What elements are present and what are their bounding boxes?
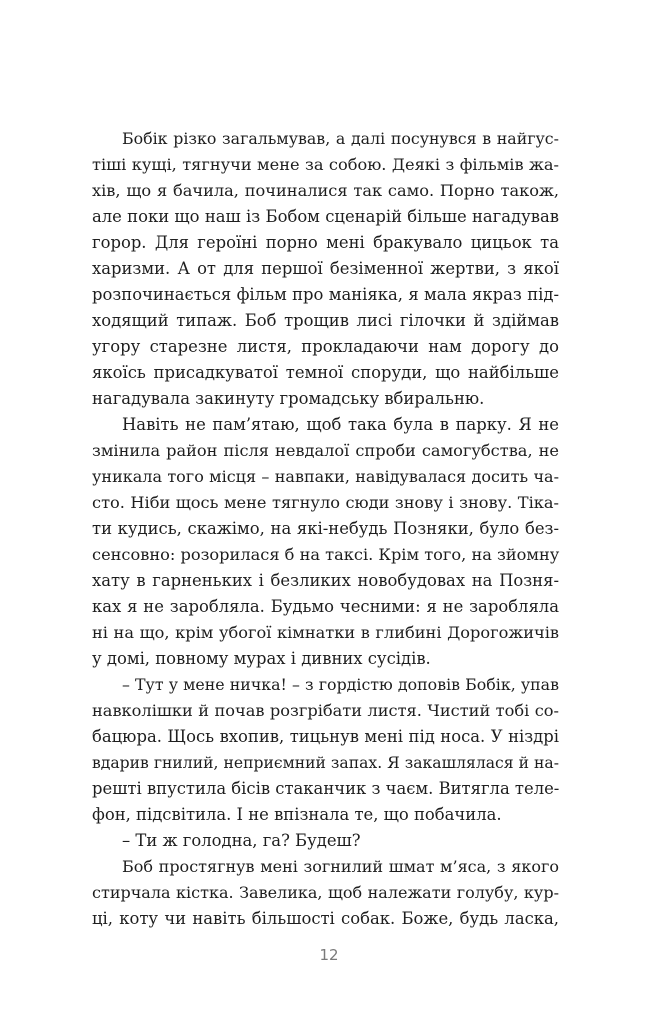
text-line: хату в гарненьких і безликих новобудовах на Позня- bbox=[92, 571, 559, 590]
text-line: хів, що я бачила, починалися так само. Порно також, bbox=[92, 181, 559, 200]
body-text bbox=[92, 126, 559, 932]
text-line: угору старезне листя, прокладаючи нам дорогу до bbox=[92, 337, 559, 356]
text-line: ходящий типаж. Боб трощив лисі гілочки й здіймав bbox=[92, 311, 559, 330]
text-line: ках я не заробляла. Будьмо чесними: я не заробляла bbox=[92, 597, 559, 616]
text-line: горор. Для героїні порно мені бракувало цицьок та bbox=[92, 233, 559, 252]
text-line: але поки що наш із Бобом сценарій більше нагадував bbox=[92, 207, 559, 226]
text-line: нагадувала закинуту громадську вбиральню. bbox=[92, 389, 485, 408]
text-line: розпочинається фільм про маніяка, я мала якраз під- bbox=[92, 285, 559, 304]
text-line: вдарив гнилий, неприємний запах. Я закашлялася й на- bbox=[92, 754, 559, 772]
text-line: ці, коту чи навіть більшості собак. Боже, будь ласка, bbox=[92, 909, 559, 928]
text-line: ні на що, крім убогої кімнатки в глибині Дорогожичів bbox=[92, 623, 559, 642]
text-line: навколішки й почав розгрібати листя. Чистий тобі со- bbox=[92, 701, 559, 720]
text-line: тіші кущі, тягнучи мене за собою. Деякі з фільмів жа- bbox=[92, 155, 559, 174]
text-line: якоїсь присадкуватої темної споруди, що найбільше bbox=[92, 363, 559, 382]
text-line: Навіть не пам’ятаю, щоб така була в парку. Я не bbox=[122, 415, 559, 434]
text-line: решті впустила бісів стаканчик з чаєм. Витягла теле- bbox=[92, 779, 560, 798]
text-line: – Тут у мене ничка! – з гордістю доповів Бобік, упав bbox=[122, 675, 559, 694]
text-line: у домі, повному мурах і дивних сусідів. bbox=[92, 649, 431, 668]
page-number: 12 bbox=[319, 946, 339, 964]
text-line: Боб простягнув мені зогнилий шмат м’яса, з якого bbox=[122, 857, 559, 876]
text-line: Бобік різко загальмував, а далі посунувся в найгус- bbox=[122, 129, 559, 148]
text-line: харизми. А от для першої безіменної жертви, з якої bbox=[92, 259, 559, 278]
text-line: сто. Ніби щось мене тягнуло сюди знову і знову. Тіка- bbox=[92, 493, 559, 512]
text-line: сенсовно: розорилася б на таксі. Крім того, на зйомну bbox=[92, 545, 560, 564]
text-line: змінила район після невдалої спроби самогубства, не bbox=[92, 441, 559, 460]
text-line: бацюра. Щось вхопив, тицьнув мені під носа. У ніздрі bbox=[92, 727, 559, 746]
text-line: уникала того місця – навпаки, навідувалася досить ча- bbox=[92, 467, 559, 486]
text-line: – Ти ж голодна, га? Будеш? bbox=[122, 831, 361, 850]
text-line: ти кудись, скажімо, на які-небудь Позняки, було без- bbox=[92, 519, 559, 538]
text-line: стирчала кістка. Завелика, щоб належати голубу, кур- bbox=[92, 883, 559, 902]
text-line: фон, підсвітила. І не впізнала те, що побачила. bbox=[92, 805, 502, 824]
